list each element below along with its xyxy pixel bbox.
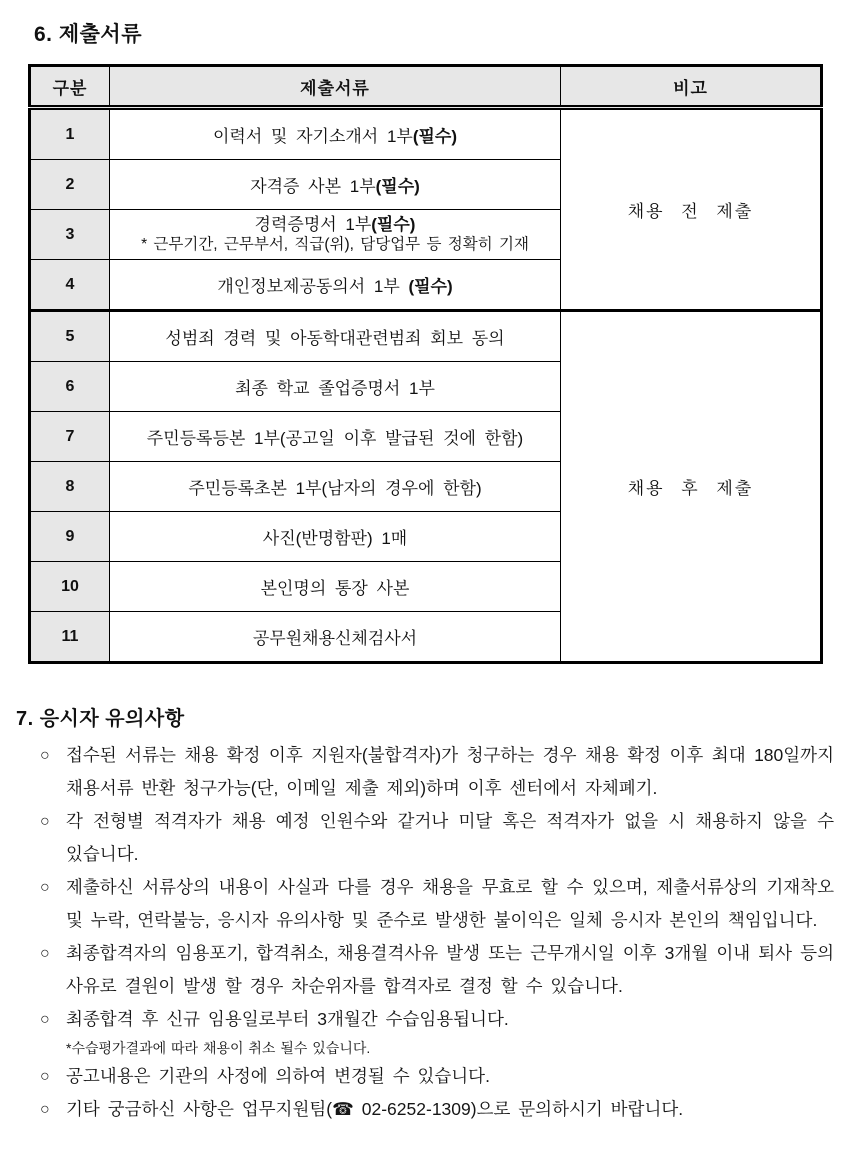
row-number: 1 (30, 108, 110, 160)
remark-before-hiring: 채용 전 제출 (561, 108, 822, 311)
phone-icon: ☎ (332, 1099, 354, 1119)
notice-item (40, 1093, 834, 1126)
document-text: 본인명의 통장 사본 (260, 579, 410, 598)
document-name (110, 462, 561, 512)
table-row (30, 108, 822, 160)
document-note: * 근무기간, 근무부서, 직급(위), 담당업무 등 정확히 기재 (141, 236, 529, 253)
row-number: 3 (30, 210, 110, 260)
notice-item (40, 805, 834, 871)
notice-item (40, 871, 834, 937)
contact-text-post: )으로 문의하시기 바랍니다. (470, 1099, 684, 1119)
document-name (110, 108, 561, 160)
document-text: 공무원채용신체검사서 (252, 629, 418, 648)
row-number: 10 (30, 562, 110, 612)
notice-item (40, 1060, 834, 1093)
required-label: (필수) (408, 277, 453, 296)
row-number: 2 (30, 160, 110, 210)
submission-documents-table (28, 64, 823, 664)
bullet-icon: ○ (40, 1101, 50, 1118)
document-name (110, 160, 561, 210)
column-header-category: 구분 (30, 66, 110, 108)
document-name (110, 412, 561, 462)
document-text: 주민등록등본 1부(공고일 이후 발급된 것에 한함) (146, 429, 524, 448)
bullet-icon: ○ (40, 945, 50, 962)
document-text: 주민등록초본 1부(남자의 경우에 한함) (188, 479, 482, 498)
table-row (30, 311, 822, 362)
document-text: 최종 학교 졸업증명서 1부 (235, 379, 435, 398)
notice-item (40, 1003, 834, 1060)
bullet-icon: ○ (40, 1068, 50, 1085)
required-label: (필수) (375, 177, 420, 196)
document-text: 이력서 및 자기소개서 1부 (212, 127, 413, 146)
section6-title: 6. 제출서류 (34, 23, 142, 46)
notice-item (40, 739, 834, 805)
document-name (110, 210, 561, 260)
document-text: 개인정보제공동의서 1부 (217, 277, 409, 296)
applicant-notices (40, 739, 834, 1126)
row-number: 9 (30, 512, 110, 562)
row-number: 8 (30, 462, 110, 512)
document-text: 자격증 사본 1부 (250, 177, 376, 196)
row-number: 5 (30, 311, 110, 362)
column-header-remarks: 비고 (561, 66, 822, 108)
document-name (110, 562, 561, 612)
notice-text: 접수된 서류는 채용 확정 이후 지원자(불합격자)가 청구하는 경우 채용 확정 이후 최대 180일까지 채용서류 반환 청구가능(단, 이메일 제출 제외)하며 이후 센터에서 자체폐기. (66, 745, 834, 798)
required-label: (필수) (371, 215, 416, 234)
document-name (110, 260, 561, 311)
table-header-row (30, 66, 822, 108)
required-label: (필수) (412, 127, 457, 146)
notice-text: 각 전형별 적격자가 채용 예정 인원수와 같거나 미달 혹은 적격자가 없을 시 채용하지 않을 수 있습니다. (66, 811, 834, 864)
section7-title: 7. 응시자 유의사항 (16, 708, 185, 730)
document-text: 성범죄 경력 및 아동학대관련범죄 회보 동의 (165, 329, 505, 348)
row-number: 11 (30, 612, 110, 663)
bullet-icon: ○ (40, 1011, 50, 1028)
bullet-icon: ○ (40, 747, 50, 764)
notice-text: 공고내용은 기관의 사정에 의하여 변경될 수 있습니다. (66, 1066, 490, 1086)
document-name (110, 512, 561, 562)
notice-text: 제출하신 서류상의 내용이 사실과 다를 경우 채용을 무효로 할 수 있으며, 제출서류상의 기재착오 및 누락, 연락불능, 응시자 유의사항 및 준수로 발생한 불이익은 일체 응시자 본인의 책임입니다. (66, 877, 834, 930)
bullet-icon: ○ (40, 879, 50, 896)
document-name (110, 612, 561, 663)
document-name (110, 311, 561, 362)
notice-text (66, 1093, 834, 1126)
notice-subnote: *수습평가결과에 따라 채용이 취소 될수 있습니다. (66, 1040, 371, 1056)
document-text: 사진(반명함판) 1매 (262, 529, 408, 548)
row-number: 6 (30, 362, 110, 412)
row-number: 4 (30, 260, 110, 311)
row-number: 7 (30, 412, 110, 462)
notice-text: 최종합격 후 신규 임용일로부터 3개월간 수습임용됩니다. (66, 1009, 509, 1029)
notice-item (40, 937, 834, 1003)
remark-after-hiring: 채용 후 제출 (561, 311, 822, 663)
bullet-icon: ○ (40, 813, 50, 830)
column-header-documents: 제출서류 (110, 66, 561, 108)
document-text: 경력증명서 1부 (254, 215, 372, 234)
contact-phone-number: 02-6252-1309 (353, 1099, 471, 1119)
notice-text: 최종합격자의 임용포기, 합격취소, 채용결격사유 발생 또는 근무개시일 이후 3개월 이내 퇴사 등의 사유로 결원이 발생 할 경우 차순위자를 합격자로 결정 할 수 있습니다. (66, 943, 834, 996)
document-name (110, 362, 561, 412)
contact-text-pre: 기타 궁금하신 사항은 업무지원팀( (66, 1099, 333, 1119)
